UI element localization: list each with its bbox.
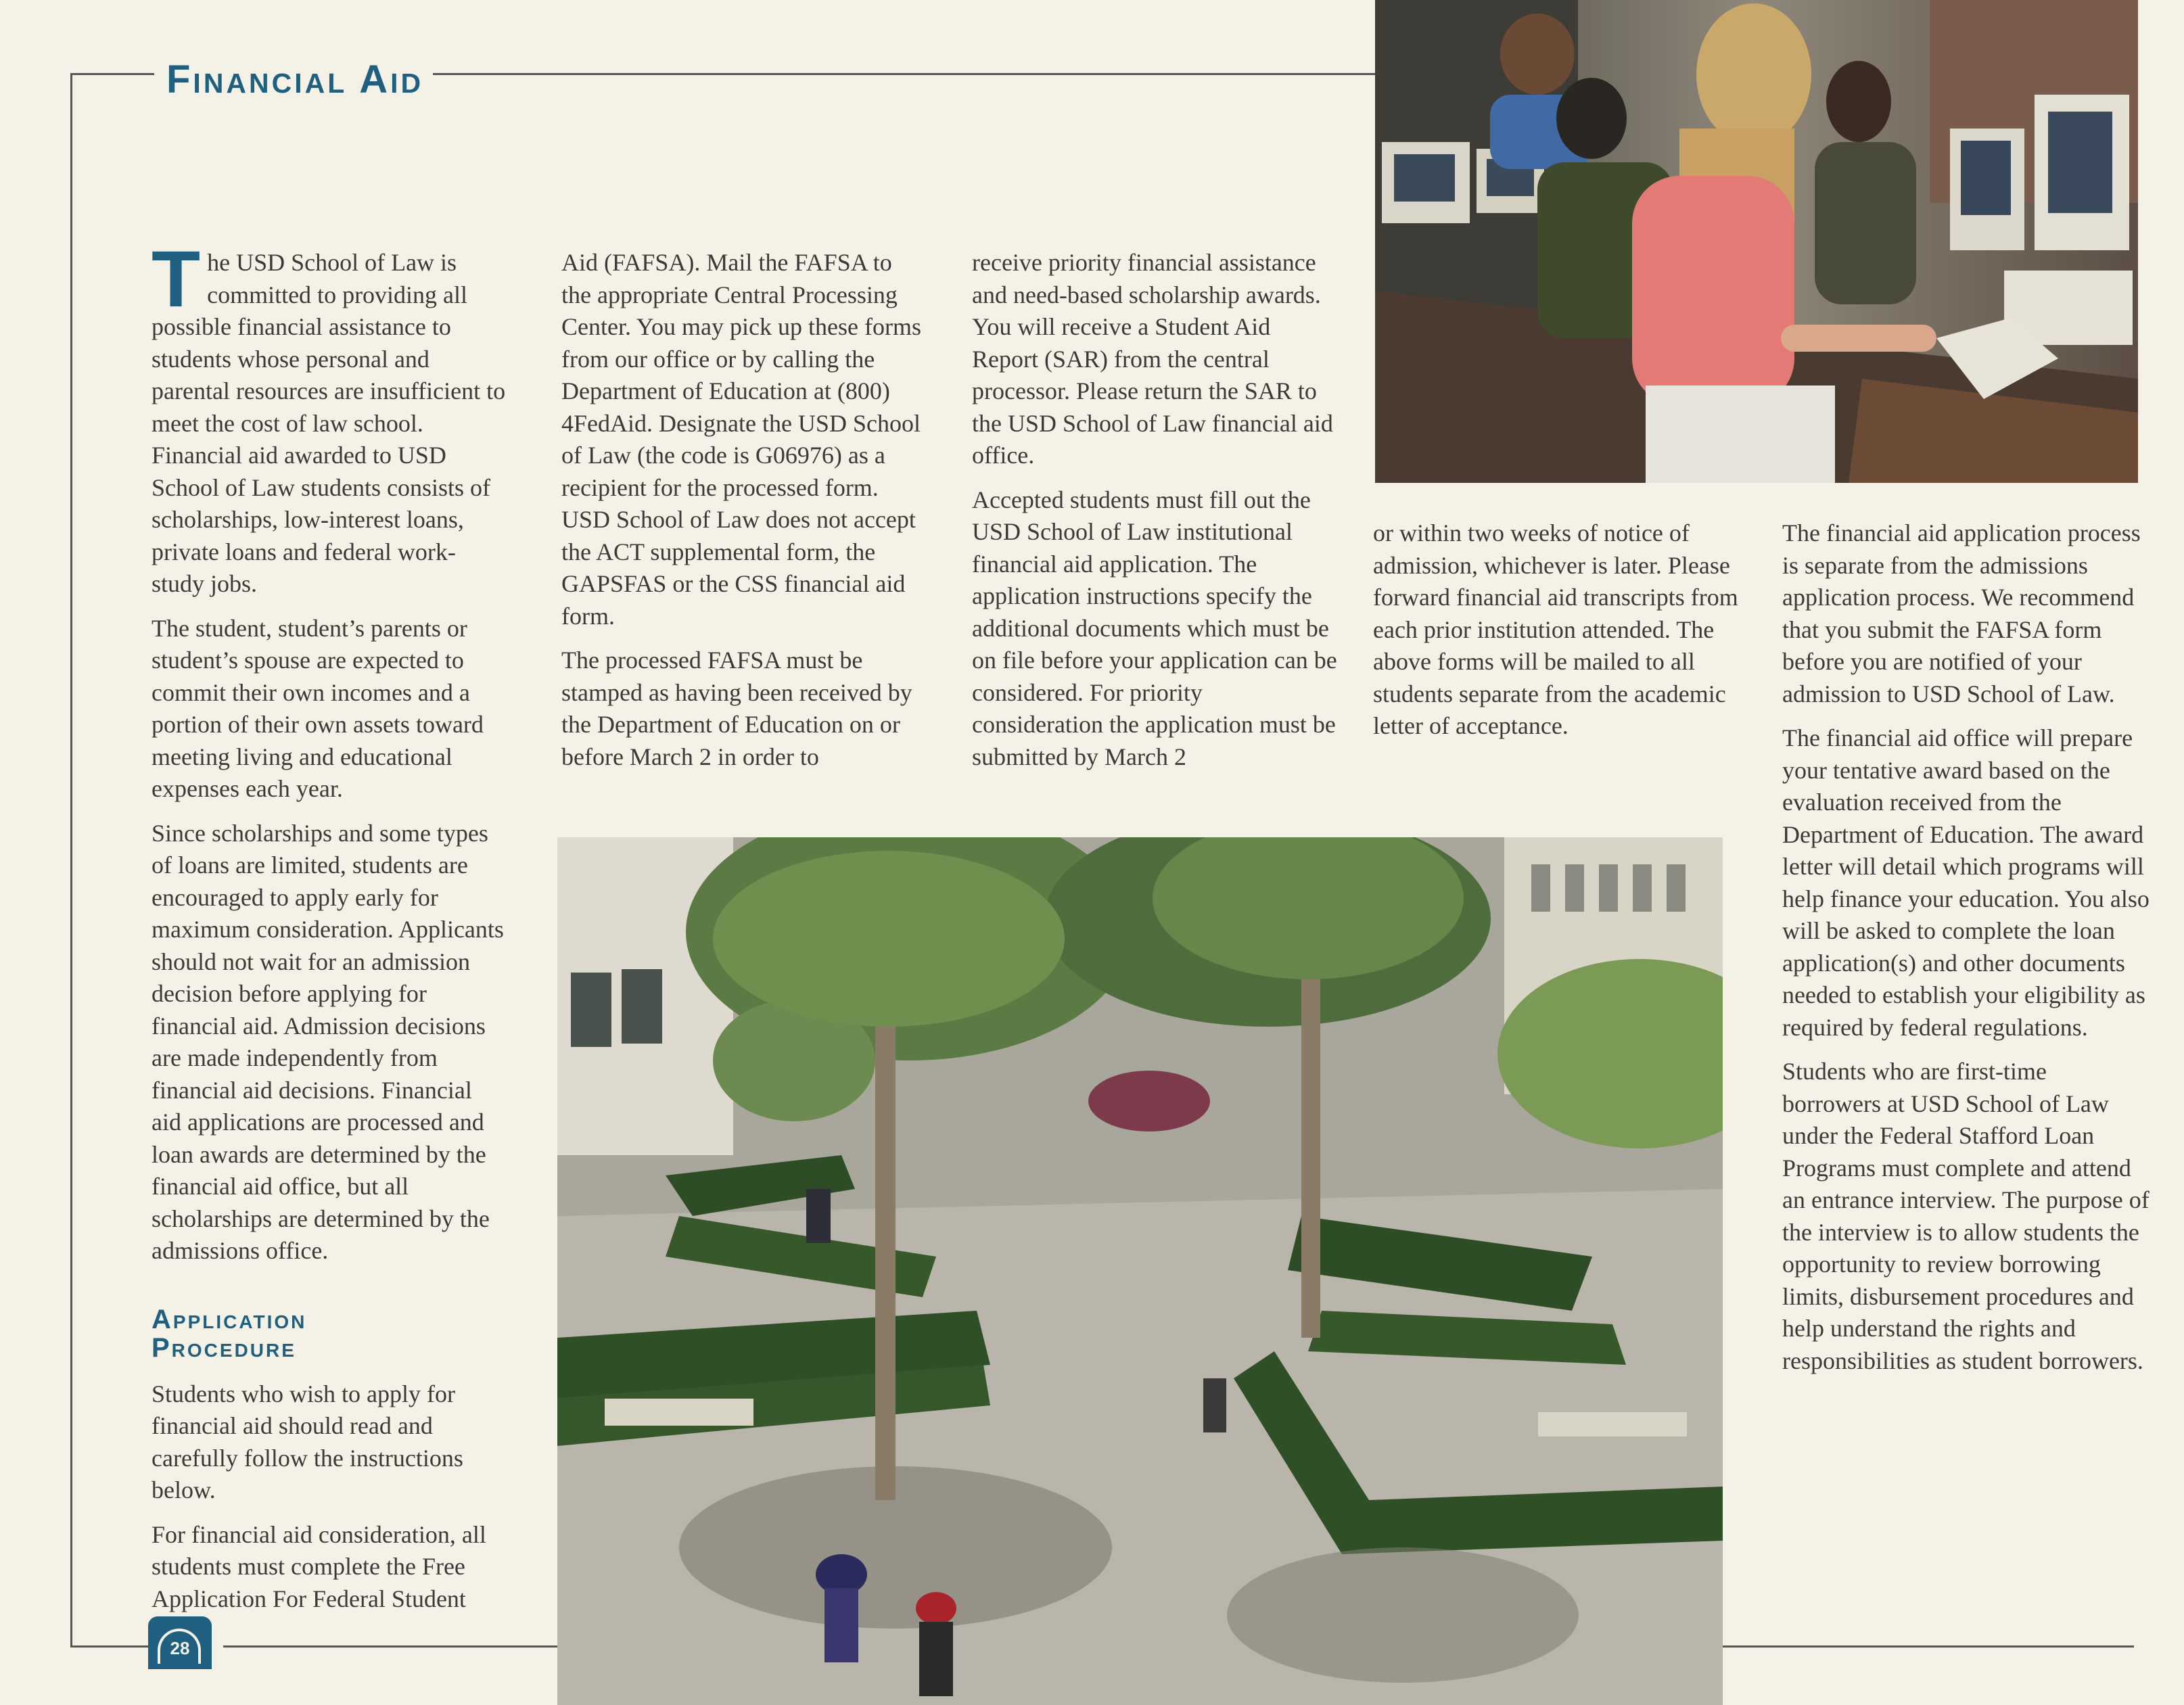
text-column-5 [1782,517,2151,1377]
text-column-2 [561,247,927,773]
paragraph: For financial aid consideration, all students must complete the Free Application For Federal Student [152,1520,486,1612]
paragraph: or within two weeks of notice of admission, whichever is later. Please forward financial aid transcripts from each prior institution attended. The above forms will be mailed to all students separate from the academic letter of acceptance. [1373,519,1738,739]
page-number-badge [148,1616,212,1669]
page-number: 28 [170,1638,190,1658]
paragraph: Students who wish to apply for financial aid should read and carefully follow the instructions below. [152,1380,463,1503]
frame-rule-top-left [72,73,154,75]
drop-cap: T [152,235,201,324]
paragraph: The financial aid application process is separate from the admissions application process. We recommend that you submit the FAFSA form before you are notified of your admission to USD School of Law. [1782,519,2141,707]
photo-courtyard [557,837,1723,1705]
text-column-1 [152,235,507,1615]
frame-rule-bottom-right [1721,1645,2134,1648]
photo-computer-lab [1375,0,2138,483]
paragraph: receive priority financial assistance and need-based scholarship awards. You will receive a Student Aid Report (SAR) from the central processor. Please return the SAR to the USD School of Law financial aid office. [972,249,1333,469]
text-column-3 [972,247,1337,773]
frame-rule-top-right [433,73,1376,75]
paragraph: The student, student’s parents or student’s spouse are expected to commit their own incomes and a portion of their own assets toward meeting living and educational expenses each year. [152,614,484,802]
subheading: Application Procedure [152,1304,307,1363]
paragraph: The financial aid office will prepare your tentative award based on the evaluation received from the Department of Education. The award letter will detail which programs will help finance your education. You also will be asked to complete the loan application(s) and other documents needed to establish your eligibility as required by federal regulations. [1782,724,2150,1041]
paragraph: Since scholarships and some types of loans are limited, students are encouraged to apply early for maximum consideration. Applicants should not wait for an admission decision before applying for financial aid. Admission decisions are made independently from financial aid decisions. Financial aid applications are processed and loan awards are determined by the financial aid office, but all scholarships are determined by the admissions office. [152,819,504,1264]
paragraph: The processed FAFSA must be stamped as having been received by the Department of Education on or before March 2 in order to [561,647,912,770]
frame-rule-bottom-mid [223,1645,557,1648]
intro-paragraph: The USD School of Law is committed to providing all possible financial assistance to students whose personal and parental resources are insufficient to meet the cost of law school. Financial aid awarded to USD School of Law students consists of scholarships, low-interest loans, private loans and federal work-study jobs. [152,235,506,597]
section-title: Financial Aid [166,57,424,101]
frame-rule-bottom-left [70,1645,148,1648]
courtyard-illustration [557,837,1723,1705]
paragraph: Students who are first-time borrowers at USD School of Law under the Federal Stafford Loan Programs must complete and attend an entrance interview. The purpose of the interview is to allow students the opportunity to review borrowing limits, disbursement procedures and help understand the rights and responsibilities as student borrowers. [1782,1058,2150,1374]
paragraph: Accepted students must fill out the USD School of Law institutional financial aid application. The application instructions specify the additional documents which must be on file before your application can be considered. For priority consideration the application must be submitted by March 2 [972,486,1337,770]
computer-lab-illustration [1375,0,2138,483]
paragraph: Aid (FAFSA). Mail the FAFSA to the appropriate Central Processing Center. You may pick up these forms from our office or by calling the Department of Education at (800) 4FedAid. Designate the USD School of Law (the code is G06976) as a recipient for the processed form. USD School of Law does not accept the ACT supplemental form, the GAPSFAS or the CSS financial aid form. [561,249,921,630]
text-column-4 [1373,517,1738,743]
frame-rule-left [70,73,72,1648]
